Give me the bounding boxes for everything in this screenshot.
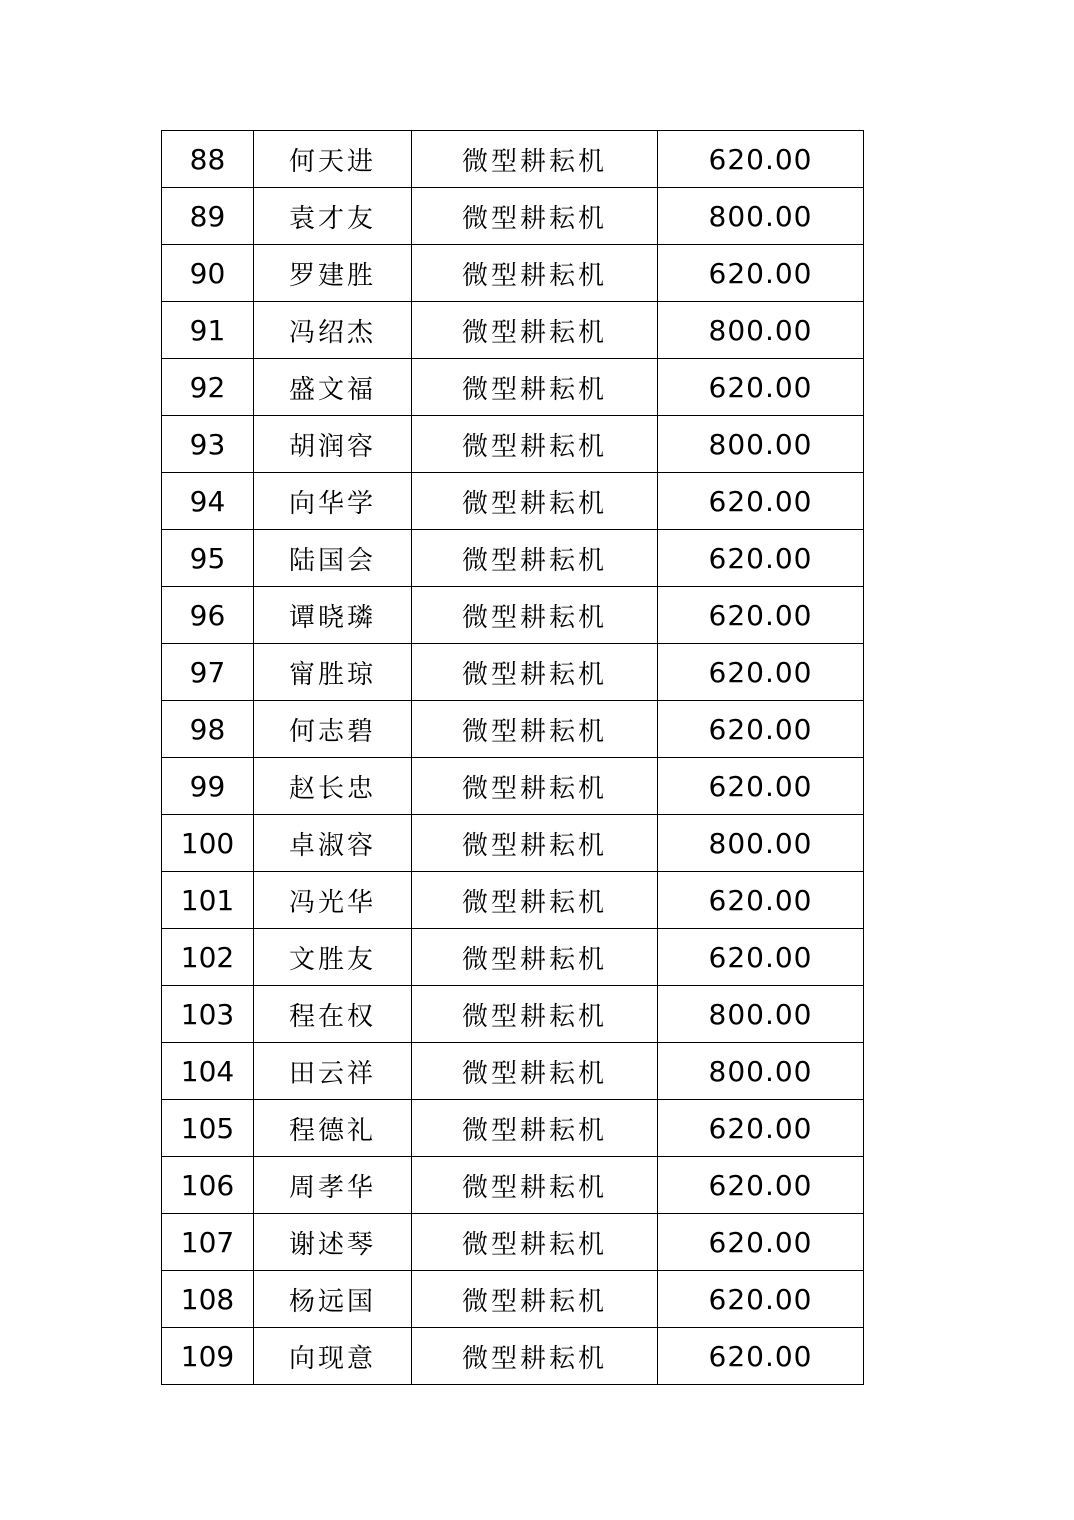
machine-type-cell: 微型耕耘机 — [412, 815, 658, 872]
recipient-name-cell: 陆国会 — [254, 530, 412, 587]
row-number-cell: 102 — [162, 929, 254, 986]
subsidy-amount-cell: 800.00 — [658, 1043, 864, 1100]
row-number-cell: 97 — [162, 644, 254, 701]
subsidy-amount-cell: 620.00 — [658, 1214, 864, 1271]
table-row — [162, 644, 864, 701]
machine-type-cell: 微型耕耘机 — [412, 1328, 658, 1385]
recipient-name-cell: 何天进 — [254, 131, 412, 188]
row-number-cell: 96 — [162, 587, 254, 644]
table-row — [162, 1214, 864, 1271]
machine-type-cell: 微型耕耘机 — [412, 929, 658, 986]
recipient-name-cell: 谢述琴 — [254, 1214, 412, 1271]
machine-type-cell: 微型耕耘机 — [412, 644, 658, 701]
subsidy-amount-cell: 620.00 — [658, 1271, 864, 1328]
recipient-name-cell: 何志碧 — [254, 701, 412, 758]
machine-type-cell: 微型耕耘机 — [412, 1271, 658, 1328]
recipient-name-cell: 卓淑容 — [254, 815, 412, 872]
subsidy-amount-cell: 620.00 — [658, 1157, 864, 1214]
subsidy-amount-cell: 800.00 — [658, 416, 864, 473]
recipient-name-cell: 冯光华 — [254, 872, 412, 929]
subsidy-amount-cell: 620.00 — [658, 473, 864, 530]
machine-type-cell: 微型耕耘机 — [412, 530, 658, 587]
machine-type-cell: 微型耕耘机 — [412, 245, 658, 302]
machine-type-cell: 微型耕耘机 — [412, 587, 658, 644]
subsidy-amount-cell: 800.00 — [658, 188, 864, 245]
recipient-name-cell: 谭晓璘 — [254, 587, 412, 644]
table-row — [162, 1271, 864, 1328]
machine-type-cell: 微型耕耘机 — [412, 1214, 658, 1271]
subsidy-amount-cell: 620.00 — [658, 701, 864, 758]
subsidy-amount-cell: 800.00 — [658, 302, 864, 359]
row-number-cell: 90 — [162, 245, 254, 302]
row-number-cell: 89 — [162, 188, 254, 245]
recipient-name-cell: 胡润容 — [254, 416, 412, 473]
recipient-name-cell: 赵长忠 — [254, 758, 412, 815]
table-row — [162, 986, 864, 1043]
recipient-name-cell: 杨远国 — [254, 1271, 412, 1328]
table-row — [162, 131, 864, 188]
row-number-cell: 100 — [162, 815, 254, 872]
row-number-cell: 95 — [162, 530, 254, 587]
recipient-name-cell: 甯胜琼 — [254, 644, 412, 701]
recipient-name-cell: 田云祥 — [254, 1043, 412, 1100]
subsidy-amount-cell: 620.00 — [658, 359, 864, 416]
row-number-cell: 99 — [162, 758, 254, 815]
row-number-cell: 107 — [162, 1214, 254, 1271]
table-row — [162, 416, 864, 473]
table-row — [162, 1157, 864, 1214]
row-number-cell: 92 — [162, 359, 254, 416]
table-row — [162, 1100, 864, 1157]
recipient-name-cell: 程德礼 — [254, 1100, 412, 1157]
machine-type-cell: 微型耕耘机 — [412, 986, 658, 1043]
row-number-cell: 93 — [162, 416, 254, 473]
machine-type-cell: 微型耕耘机 — [412, 131, 658, 188]
subsidy-amount-cell: 620.00 — [658, 872, 864, 929]
subsidy-amount-cell: 800.00 — [658, 986, 864, 1043]
table-body — [162, 131, 864, 1385]
machine-type-cell: 微型耕耘机 — [412, 1157, 658, 1214]
machine-type-cell: 微型耕耘机 — [412, 473, 658, 530]
table-row — [162, 245, 864, 302]
row-number-cell: 109 — [162, 1328, 254, 1385]
row-number-cell: 106 — [162, 1157, 254, 1214]
table-row — [162, 359, 864, 416]
machine-type-cell: 微型耕耘机 — [412, 302, 658, 359]
recipient-name-cell: 文胜友 — [254, 929, 412, 986]
subsidy-amount-cell: 620.00 — [658, 245, 864, 302]
recipient-name-cell: 盛文福 — [254, 359, 412, 416]
machine-type-cell: 微型耕耘机 — [412, 416, 658, 473]
subsidy-amount-cell: 620.00 — [658, 758, 864, 815]
table-row — [162, 929, 864, 986]
machine-type-cell: 微型耕耘机 — [412, 1100, 658, 1157]
subsidy-amount-cell: 620.00 — [658, 929, 864, 986]
machine-type-cell: 微型耕耘机 — [412, 872, 658, 929]
row-number-cell: 108 — [162, 1271, 254, 1328]
recipient-name-cell: 袁才友 — [254, 188, 412, 245]
recipient-name-cell: 周孝华 — [254, 1157, 412, 1214]
row-number-cell: 101 — [162, 872, 254, 929]
row-number-cell: 104 — [162, 1043, 254, 1100]
subsidy-table — [161, 130, 864, 1385]
subsidy-amount-cell: 800.00 — [658, 815, 864, 872]
row-number-cell: 105 — [162, 1100, 254, 1157]
recipient-name-cell: 程在权 — [254, 986, 412, 1043]
row-number-cell: 91 — [162, 302, 254, 359]
subsidy-amount-cell: 620.00 — [658, 587, 864, 644]
recipient-name-cell: 冯绍杰 — [254, 302, 412, 359]
table-row — [162, 188, 864, 245]
recipient-name-cell: 罗建胜 — [254, 245, 412, 302]
machine-type-cell: 微型耕耘机 — [412, 758, 658, 815]
table-row — [162, 473, 864, 530]
table-row — [162, 587, 864, 644]
table-row — [162, 530, 864, 587]
row-number-cell: 103 — [162, 986, 254, 1043]
table-row — [162, 701, 864, 758]
machine-type-cell: 微型耕耘机 — [412, 701, 658, 758]
table-row — [162, 758, 864, 815]
machine-type-cell: 微型耕耘机 — [412, 359, 658, 416]
recipient-name-cell: 向华学 — [254, 473, 412, 530]
subsidy-amount-cell: 620.00 — [658, 131, 864, 188]
table-row — [162, 302, 864, 359]
row-number-cell: 88 — [162, 131, 254, 188]
subsidy-amount-cell: 620.00 — [658, 1328, 864, 1385]
table-row — [162, 1328, 864, 1385]
table-row — [162, 872, 864, 929]
machine-type-cell: 微型耕耘机 — [412, 1043, 658, 1100]
recipient-name-cell: 向现意 — [254, 1328, 412, 1385]
subsidy-amount-cell: 620.00 — [658, 644, 864, 701]
subsidy-amount-cell: 620.00 — [658, 530, 864, 587]
machine-type-cell: 微型耕耘机 — [412, 188, 658, 245]
table-row — [162, 815, 864, 872]
subsidy-amount-cell: 620.00 — [658, 1100, 864, 1157]
row-number-cell: 94 — [162, 473, 254, 530]
table-row — [162, 1043, 864, 1100]
row-number-cell: 98 — [162, 701, 254, 758]
